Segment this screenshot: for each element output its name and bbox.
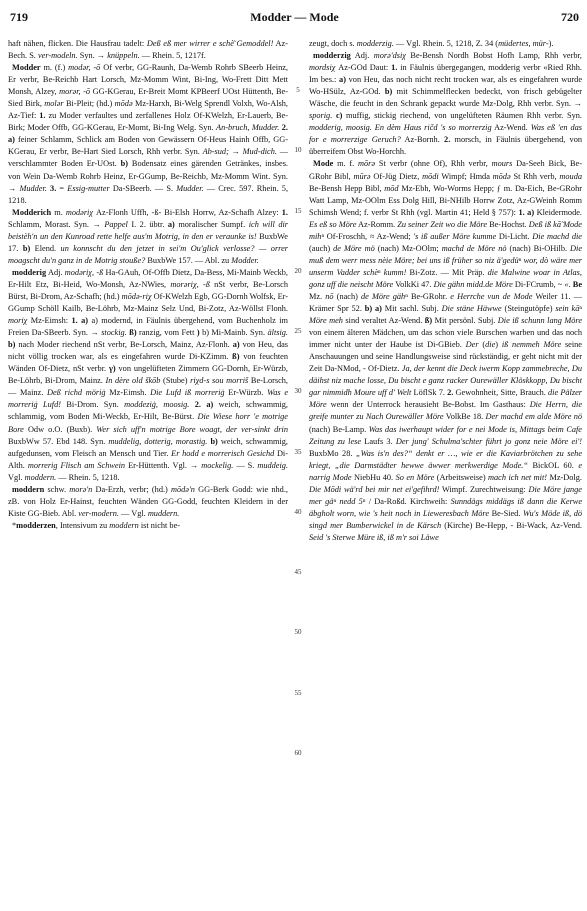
line-number: 55 bbox=[294, 688, 302, 697]
right-paragraph-1: modderzig Adj. morə'dsiχ Be-Bensh Nordh Bobst Hofh Lamp, Rhh verbr, mordsiχ Az-GOd Daut: 1. in Fäulnis übergegangen, modderig verbr «Ried Rhh. Im bes.: a) von Heu, das noch nicht recht trocken war, als es eingefahren wurde Wo-HSülz, Az-GOd. b) mit Schimmelflecken bedeckt, von frisch gebügelter Wäsche, die feucht in den Schrank gepackt wurde Mz-Dolg, Rhh verbr. Syn. → sporig. c) muffig, stickig riechend, von ungelüfteten Räumen Rhh verbr. Syn. modderig, moosig. En dèm Haus ričd 's so morrerzig Az-Wend. Was eß 'en das for e morrerzige Geruch? Az-Bornh. 2. morsch, in Fäulnis übergehend, von überreifem Obst Wo-Horchh. bbox=[309, 51, 582, 157]
page-number-right: 720 bbox=[561, 10, 579, 24]
line-number: 10 bbox=[294, 146, 302, 155]
left-paragraph-4: moddern schw. morə'n Da-Erzh, verbr; (hd.) mōdə'n GG-Berk Godd: wie nhd., zB. von Holz Er-Hainst, feuchten Wänden GG-Godd, feuchten Kleidern in der Kiste GG-Bieb. Abl. ver-modern. — Vgl. muddern. bbox=[8, 484, 288, 518]
left-paragraph-0: haft nähen, flicken. Die Hausfrau tadelt: Deß eß mer wirrer e schè͂ Gemoddel! Az-Bech. S. ver-modeln. Syn. → knüppeln. — Rhein. 5, 1217f. bbox=[8, 39, 288, 61]
line-number-gutter bbox=[290, 38, 306, 898]
line-number: 35 bbox=[294, 447, 302, 456]
line-number: 45 bbox=[294, 568, 302, 577]
right-paragraph-2: Mode m. f. mōrə St verbr (ohne Of), Rhh verbr, mours Da-Seeh Bick, Be-GRohr Bibl, mūrə Of-Jüg Dietz, mōdi Wimpf; Hmda mōdə St Rhh verb, mouda Be-Bensh Hepp Bibl, mōd Mz-Ebh, Wo-Worms Hepp; ƒ m. Da-Eich, Be-GRohr Watt Lamp, Mz-OOlm Ess Dolg Hill, Bi-NHilb Horrw Zotz, Az-GWeinh Romm Schimsh Wend; f. verbr St Rhh (vgl. Martin 41; Held § 757): 1. a) Kleidermode. Es eß so Möre Az-Romm. Zu seiner Zeit wo die Möre Be-Hochst. Deß iß kā̃ Mode mihⁿ Of-Froschh, ≈ Az-Wend; 's iß außer Möre kumme Di-Licht. Die machd die (auch) de Möre mö (nach) Mz-OOlm; machd de Möre nö (nach) Bi-OHilb. Die muß dem werr mess nèie Möre; bei uns iß früher so niz ä'gedüⁿ wor, dò wäre mer unserm Vadder schèⁿ kumm! Bi-Zotz. — Mit Präp. die Malwine woar in Atlas, gonz uff die neischt Möre VolkKi 47. Die gähn midd.de Möre Di-FCrumb, ~ «. Be Mz. nō (nach) de Möre gähⁿ Be-GRohr. e Herrche vun de Mode Weiler 11. — Krämer Spr 52. b) a) Mit sachl. Subj. Die stäne Häwwe (Steingutöpfe) sein kāⁿ Möre meh sind veraltet Az-Wend. ß) Mit persönl. Subj. Die iß schunn lang Möre von einem älteren Mädchen, um das schon viele Burschen warben und das noch immer nicht unter der Haube ist Di-GBieb. Der (die) iß nemmeh Möre seine Anschauungen und seine Handlungsweise sind rückständig, er geht nicht mit der Zeit Da-NMod, - Of-Dietz. Ja, der kennt die Deck iwerm Kopp zammebreche, Du däihst niz mache losse, Du bischt e ganz racker Ourewäller Klöskkopp, Du bischt gar nimmidh Moure uff d' Welt LöflSk 7. 2. Gewohnheit, Sitte, Brauch. die Pälzer Möre wenn der Unterrock herausieht Be-Bobst. Im Gasthaus: Die Herrn, die greife munter zu Nach Ourewäller Möre VolkBe 18. Der machd em alde Möre nö (nach) Be-Lamp. Was das iwerhaupt wider for e nei Mode is, Mittags beim Cafe Zeitung zu lese Laufs 3. Der jung' Schulma'schter führt jo gonz neie Möre ei'! BuxbMo 28. „Was is'n des?“ denkt er …, wie er die Kaviarbrötchen zu sehe kriegt, „die Darmstädter hewwe äwwer merkwerdige Mode.“ BickOL 60. e narrig Mode NiebHu 40. So en Möre (Arbeitsweise) mach ich net mit! Mz-Dolg. Die Mōdi wä'rd bei mir net ei'gefihrd! Wimpf. Zurechtweisung: Die Möre jange mer gäⁿ nedd 5ⁿ / Da-Roßd. Kirchweih: Sunndägs middägs iß dann die Kerwe äbgholt worn, wie 's heit noch in Lieweresbach Möre Be-Sied. Wu's Möde iß, dö singd mer Bumberwickel in de Kärsch (Kirche) Be-Hepp, - Bi-Wack, Az-Vend. Seid 's Sterwe Müre iß, iß m'r soi Läwe bbox=[309, 159, 582, 542]
line-number: 40 bbox=[294, 507, 302, 516]
line-number: 5 bbox=[296, 86, 300, 95]
page-header bbox=[10, 8, 579, 26]
line-number: 50 bbox=[294, 628, 302, 637]
line-number: 20 bbox=[294, 266, 302, 275]
running-title: Modder — Mode bbox=[250, 10, 339, 24]
line-number: 30 bbox=[294, 387, 302, 396]
line-number: 15 bbox=[294, 206, 302, 215]
line-number: 60 bbox=[294, 748, 302, 757]
page-number-left: 719 bbox=[10, 10, 28, 24]
left-paragraph-5: *modderzen, Intensivum zu moddern ist nicht be- bbox=[12, 520, 181, 530]
right-column bbox=[309, 38, 582, 898]
left-paragraph-3: modderig Adj. modəriχ, -ß Ha-GAuh, Of-Offb Dietz, Da-Bess, Mi-Mainb Weckb, Er-Hilt Etz, Bi-Heid, Wo-Monsh, Az-NWies, morəriχ, -ß nSt verbr, Be-Lorsch Bürst, Bi-Drom, Az-Schafh; (hd.) mōdə-riχ Of-KWelzh Egb, GG-Dornh Wolfsk, Er-GGump Schöll Kailb, Be-Löhrb, Mz-Mainz Selz Und, Bi-Zotz, Az-Wöllst Flonh. moriχ Mz-Eimsh: 1. a) a) modernd, in Fäulnis übergehend, vom Buchenholz im Freien Da-SBeerb. Syn. → stockig. ß) ranzig, vom Fett ) b) Mi-Mainb. Syn. ältsig. b) nach Moder riechend nSt verbr, Be-Lorsch, Mainz, Az-Flonh. a) von Heu, das nicht völlig trocken war, als es eingefahren wurde Di-KZimm. ß) von feuchten Wänden Of-Dietz, nSt verbr. γ) von ungelüfteten Zimmern GG-Dornh, Er-Würzb, Be-Löhrb, Bi-Drom, Mainz. In dère old škōb (Stube) riχd-s sou morriš Be-Lorsch, — Mainz. Deß richd möriġ Mz-Eimsh. Die Lufd iß morreriġ Er-Würzb. Was e morreriġ Lufd! Bi-Drom. Syn. moddeziġ, moosig. 2. a) weich, schwammig, schlammig, vom Boden Mi-Weckb, Er-Hilt, Be-Bürst. Die Wiese horr 'e motrige Bore Odw o.O. (Buxb). Wer sich uff'n motrige Bore woagt, der ver-sinkt drin BuxbWw 57. Ebd 148. Syn. muddelig, dotterig, morastig. b) weich, schwammig, aufgedunsen, vom Fleisch an Mensch und Tier. Er hodd e morrerisch Gesichd Di-Alth. morrerig Flisch am Schwein Er-Hüttenth. Vgl. → mockelig. — S. muddeig. Vgl. moddern. — Rhein. 5, 1218. bbox=[8, 267, 288, 482]
left-paragraph-2: Modderich m. modəriχ Az-Flonh Uffh, -ß- Bi-Elsh Horrw, Az-Schafh Alzey: 1. Schlamm, Morast. Syn. → Pappel I. 2. übtr. a) moralischer Sumpf. ich will dir beistèh'n un den Kunroad rette helfe aus'm Motrig, in den er veraunke is! BuxbWe 17. b) Elend. un konnscht du den jetzet in sei'm Ou'glick verlosse? — orrer moagscht du'n ganz in de Motrig stouße? BuxbWe 157. — Abl. zu Modder. bbox=[8, 207, 288, 265]
left-column bbox=[8, 38, 288, 898]
right-paragraph-0: zeugt, doch s. modderzig. — Vgl. Rhein. 5, 1218, Z. 34 (müdertes, mür-). bbox=[309, 39, 554, 48]
line-number: 25 bbox=[294, 327, 302, 336]
left-paragraph-1: Modder m. (f.) modər, -ō Of verbr, GG-Raunh, Da-Wemb Rohrb SBeerb Heinz, Er verbr, Be-Reichb Hart Lorsch, Mz-Momm Wint, Bi-Ing, Wo-Frett Ditt Mett Monsh, Alzey, morər, -ō GG-KGerau, Er-Breit Momt KPBeerf UOst Hüttenth, Be-Sied Birk, molər Bi-Pleit; (hd.) mōdə Mz-Harxh, Bi-Welg Sprendl Volxh, Wo-Alsh, Az-Tief: 1. zu Moder verfaultes und zerfallenes Holz Of-KWelzh, Er-Lauerb, Be-Birk; Moder Offb, GG-KGerau, Er-Momt, Bi-Ing Welg. Syn. An-bruch, Mudder. 2. a) feiner Schlamm, Schlick am Boden von Gewässern Of-Heus Hainh Offb, GG-KGerau, Er verbr, Be-Hart Sied Lorsch, Rhh verbr. Syn. Ab-sud; → Mud-dich. — verschlammter Boden Er-UOst. b) Bodensatz eines gärenden Getränkes, insbes. von Wein Da-Wemb Rohrb Heinz, Er-GGump, Be-Reichb, Mz-Momm Wint. Syn. → Mudder. 3. = Essig-mutter Da-SBeerb. — S. Mudder. — Crec. 597. Rhein. 5, 1218. bbox=[8, 63, 288, 205]
